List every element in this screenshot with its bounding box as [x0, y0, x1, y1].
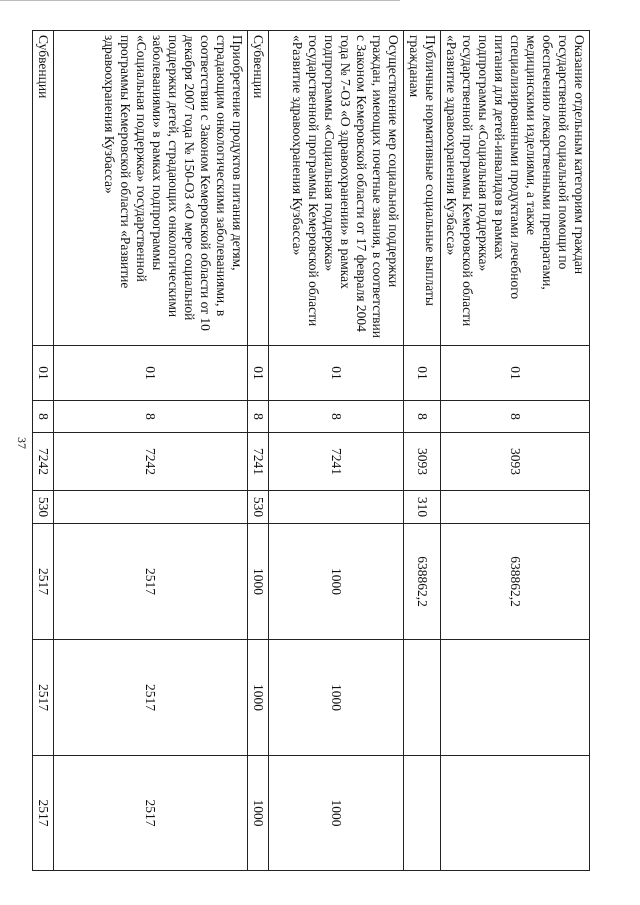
page-number: 37 — [15, 437, 29, 449]
cell-subprogram-code: 8 — [404, 401, 441, 433]
cell-amount-2 — [441, 640, 590, 756]
cell-expense-type — [269, 491, 404, 524]
cell-subprogram-code: 8 — [269, 401, 404, 433]
row-description: Приобретение продуктов питания детям, страдающим онкологическими заболеваниями, в соответствии с Законом Кемеровской области от 10 декабря 2007 года № 150-ОЗ «О мере социальной поддержки детей, страдающих онкологическими заболеваниями» в рамках подпрограммы «Социальная поддержка» государственной программы Кемеровской области «Развитие здравоохранения Кузбасса» — [54, 31, 248, 346]
row-description: Публичные нормативные социальные выплаты гражданам — [404, 31, 441, 346]
cell-expense-type — [54, 491, 248, 524]
cell-program-code: 01 — [269, 346, 404, 401]
cell-amount-3: 2517 — [54, 756, 248, 871]
cell-program-code: 01 — [33, 346, 54, 401]
cell-amount-1: 2517 — [54, 524, 248, 640]
cell-subprogram-code: 8 — [248, 401, 269, 433]
cell-amount-3: 2517 — [33, 756, 54, 871]
budget-table — [32, 30, 590, 871]
cell-program-code: 01 — [54, 346, 248, 401]
table-row — [269, 31, 404, 871]
cell-amount-3: 1000 — [269, 756, 404, 871]
cell-amount-1: 638862,2 — [404, 524, 441, 640]
cell-amount-1: 1000 — [248, 524, 269, 640]
table-row — [441, 31, 590, 871]
table-row — [248, 31, 269, 871]
cell-amount-1: 2517 — [33, 524, 54, 640]
cell-expense-type — [441, 491, 590, 524]
cell-amount-1: 638862,2 — [441, 524, 590, 640]
cell-direction-code: 3093 — [441, 433, 590, 491]
cell-amount-2: 1000 — [248, 640, 269, 756]
cell-amount-2: 1000 — [269, 640, 404, 756]
row-description: Осуществление мер социальной поддержки граждан, имеющих почетные звания, в соответствии с Законом Кемеровской области от 17 февраля 2004 года № 7-ОЗ «О здравоохранении» в рамках подпрограммы «Социальная поддержка» государственной программы Кемеровской области «Развитие здравоохранения Кузбасса» — [269, 31, 404, 346]
cell-expense-type: 530 — [248, 491, 269, 524]
cell-amount-3 — [441, 756, 590, 871]
cell-subprogram-code: 8 — [33, 401, 54, 433]
cell-expense-type: 310 — [404, 491, 441, 524]
rotated-table-container — [36, 30, 590, 870]
cell-program-code: 01 — [248, 346, 269, 401]
top-rule — [0, 0, 400, 1]
cell-direction-code: 7241 — [248, 433, 269, 491]
cell-program-code: 01 — [404, 346, 441, 401]
cell-subprogram-code: 8 — [54, 401, 248, 433]
row-description: Оказание отдельным категориям граждан государственной социальной помощи по обеспечению лекарственными препаратами, медицинскими изделиями, а также специализированными продуктами лечебного питания для детей-инвалидов в рамках подпрограммы «Социальная поддержка» государственной программы Кемеровской области «Развитие здравоохранения Кузбасса» — [441, 31, 590, 346]
cell-direction-code: 7242 — [54, 433, 248, 491]
cell-amount-2 — [404, 640, 441, 756]
cell-program-code: 01 — [441, 346, 590, 401]
cell-subprogram-code: 8 — [441, 401, 590, 433]
table-row — [54, 31, 248, 871]
table-row — [404, 31, 441, 871]
cell-direction-code: 3093 — [404, 433, 441, 491]
cell-amount-2: 2517 — [33, 640, 54, 756]
cell-amount-3: 1000 — [248, 756, 269, 871]
cell-expense-type: 530 — [33, 491, 54, 524]
table-row — [33, 31, 54, 871]
cell-amount-2: 2517 — [54, 640, 248, 756]
cell-amount-1: 1000 — [269, 524, 404, 640]
cell-direction-code: 7241 — [269, 433, 404, 491]
cell-direction-code: 7242 — [33, 433, 54, 491]
cell-amount-3 — [404, 756, 441, 871]
row-description: Субвенции — [248, 31, 269, 346]
row-description: Субвенции — [33, 31, 54, 346]
